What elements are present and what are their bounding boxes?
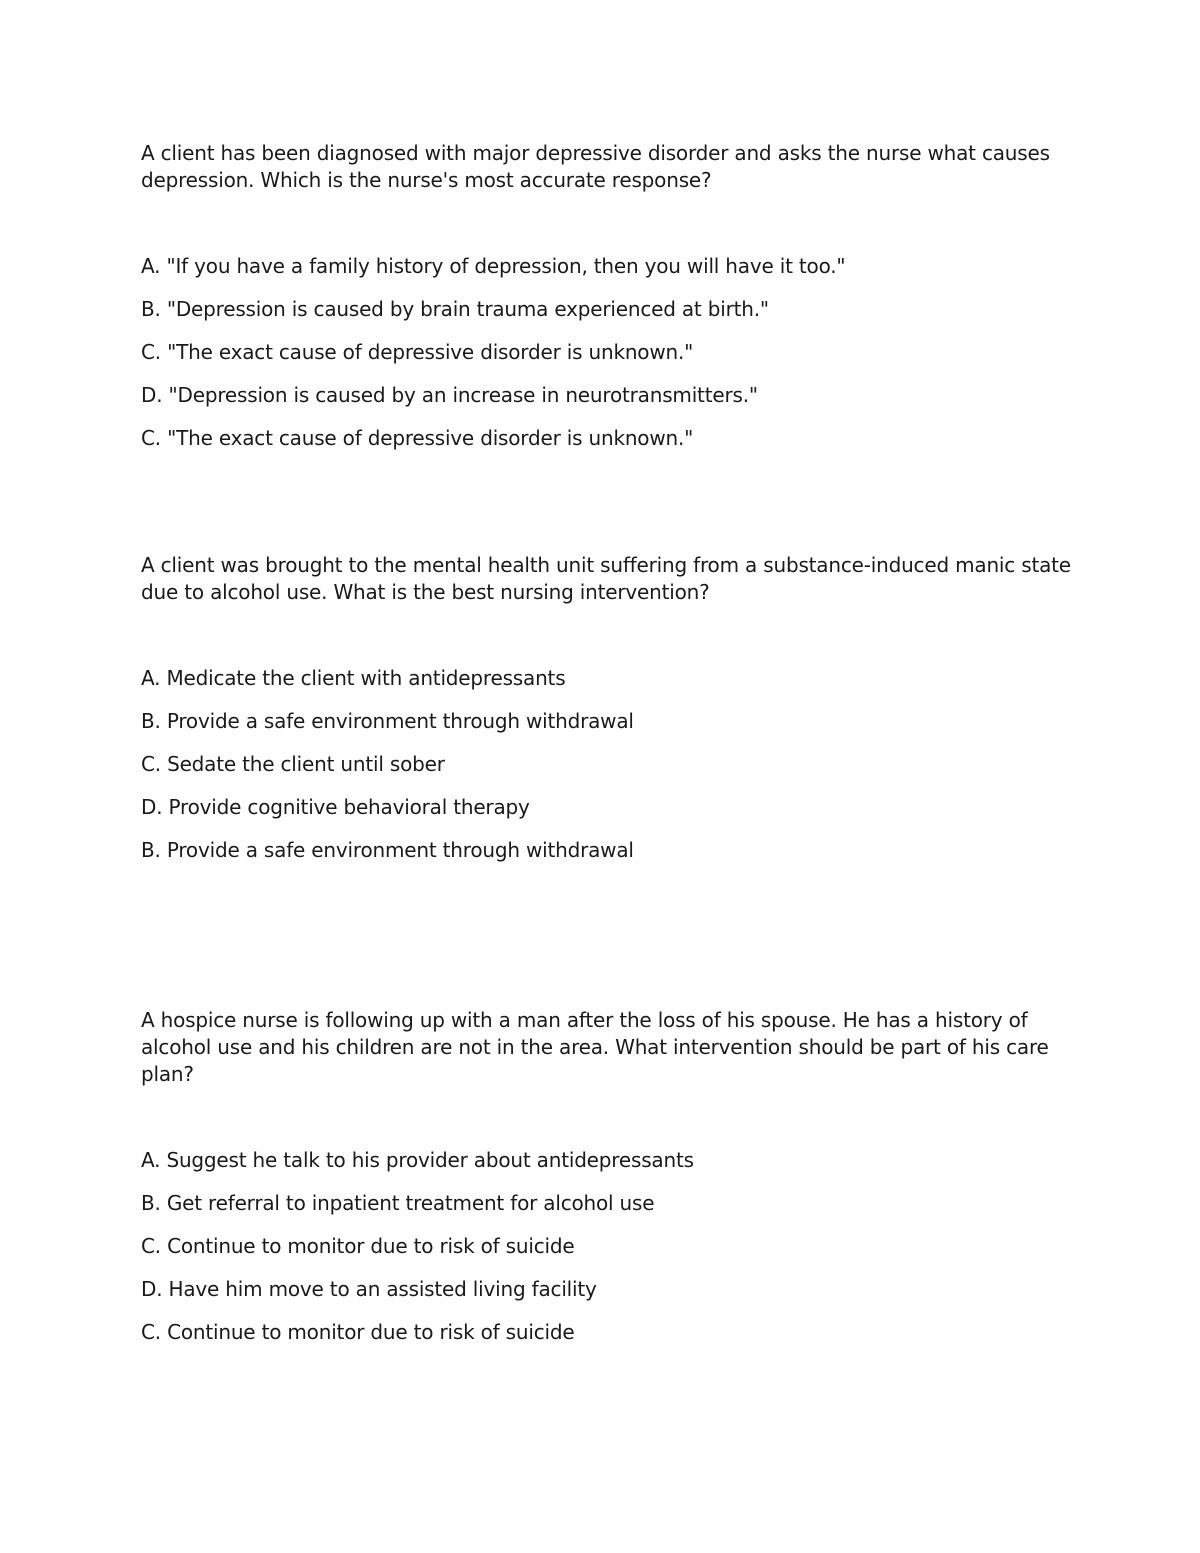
question-1-text: A client has been diagnosed with major depressive disorder and asks the nurse what causes depression. Which is the nurse's most accurate response?	[141, 141, 1050, 192]
option-a: A. Medicate the client with antidepressants	[141, 666, 566, 690]
option-d: D. "Depression is caused by an increase in neurotransmitters."	[141, 383, 758, 407]
option-b: B. Get referral to inpatient treatment for alcohol use	[141, 1191, 655, 1215]
answer: C. "The exact cause of depressive disorder is unknown."	[141, 426, 694, 450]
option-c: C. "The exact cause of depressive disorder is unknown."	[141, 340, 694, 364]
option-a: A. "If you have a family history of depression, then you will have it too."	[141, 254, 846, 278]
question-1	[141, 140, 1071, 450]
answer: B. Provide a safe environment through withdrawal	[141, 838, 634, 862]
question-2-text: A client was brought to the mental health unit suffering from a substance-induced manic state due to alcohol use. What is the best nursing intervention?	[141, 553, 1071, 604]
option-d: D. Provide cognitive behavioral therapy	[141, 795, 530, 819]
question-2-options	[141, 665, 634, 864]
question-2	[141, 552, 1071, 862]
option-b: B. "Depression is caused by brain trauma experienced at birth."	[141, 297, 769, 321]
question-3-options	[141, 1147, 694, 1346]
option-a: A. Suggest he talk to his provider about antidepressants	[141, 1148, 694, 1172]
option-c: C. Sedate the client until sober	[141, 752, 445, 776]
option-b: B. Provide a safe environment through withdrawal	[141, 709, 634, 733]
question-1-options	[141, 253, 845, 452]
answer: C. Continue to monitor due to risk of suicide	[141, 1320, 575, 1344]
option-c: C. Continue to monitor due to risk of suicide	[141, 1234, 575, 1258]
question-3	[141, 1007, 1071, 1344]
question-3-text: A hospice nurse is following up with a man after the loss of his spouse. He has a history of alcohol use and his children are not in the area. What intervention should be part of his care plan?	[141, 1008, 1049, 1086]
option-d: D. Have him move to an assisted living facility	[141, 1277, 597, 1301]
